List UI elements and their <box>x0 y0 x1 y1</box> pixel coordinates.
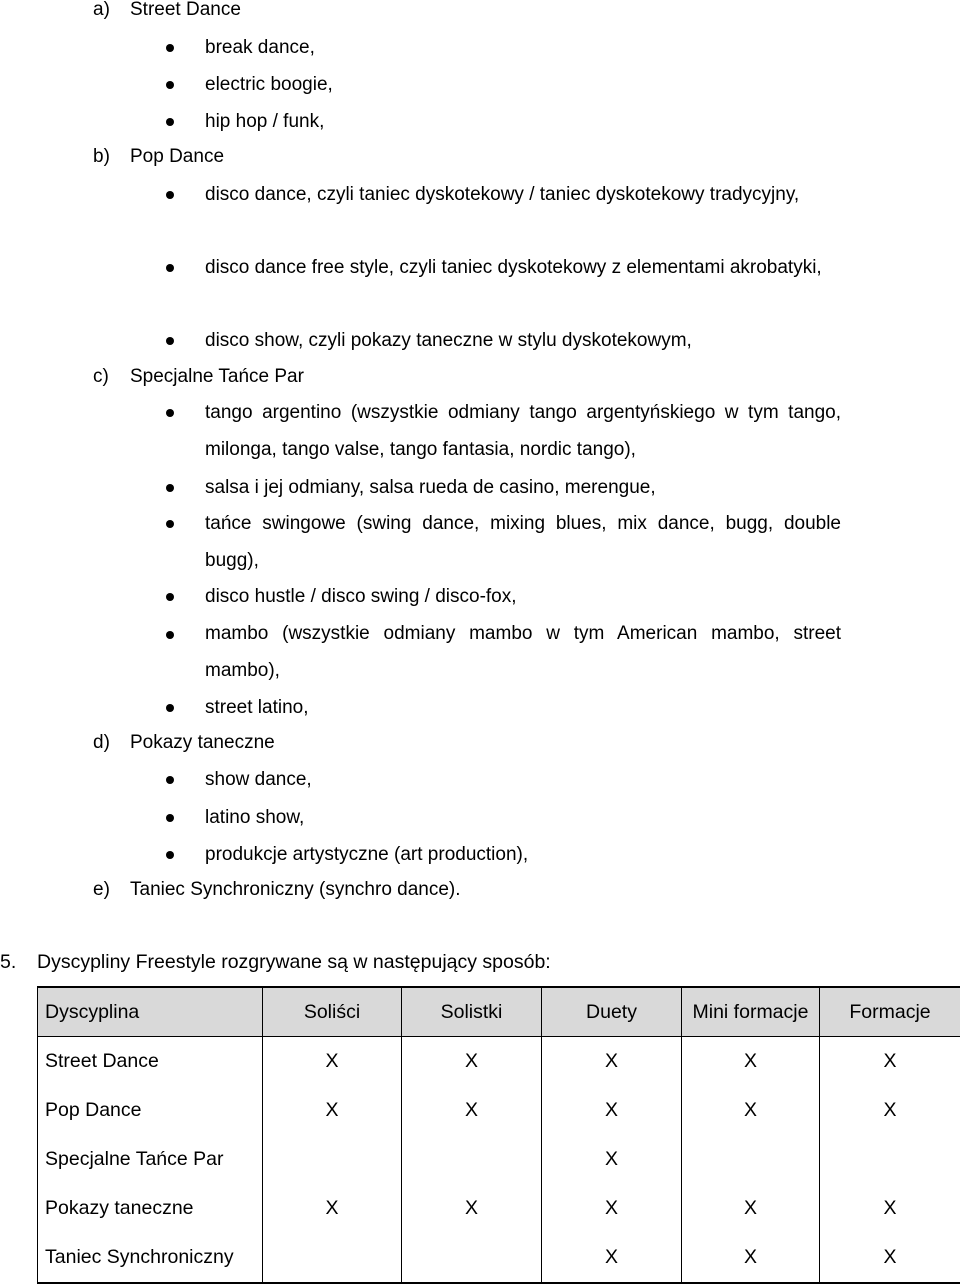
table-cell: Pokazy taneczne <box>38 1184 263 1233</box>
list-item: break dance, <box>205 30 315 67</box>
table-header-row <box>38 987 960 1037</box>
section-b-heading <box>93 145 224 169</box>
bullet-icon <box>166 44 174 52</box>
header-cell: Dyscyplina <box>38 987 263 1037</box>
list-item: tango argentino (wszystkie odmiany tango argentyńskiego w tym tango, milonga, tango valse, tango fantasia, nordic tango), <box>205 395 841 468</box>
table-cell: X <box>263 1037 402 1087</box>
list-item: hip hop / funk, <box>205 104 324 141</box>
table-row <box>38 1135 960 1184</box>
section-c-heading <box>93 365 304 389</box>
bullet-icon <box>166 814 174 822</box>
header-cell: Mini formacje <box>682 987 820 1037</box>
table-cell: X <box>402 1184 542 1233</box>
header-cell: Duety <box>542 987 682 1037</box>
table-cell: X <box>682 1086 820 1135</box>
list-item: street latino, <box>205 690 309 727</box>
table-cell: Pop Dance <box>38 1086 263 1135</box>
list-item: show dance, <box>205 762 312 799</box>
disciplines-table <box>37 986 960 1284</box>
table-cell: X <box>263 1086 402 1135</box>
bullet-icon <box>166 520 174 528</box>
section-letter: d) <box>93 731 130 755</box>
bullet-icon <box>166 851 174 859</box>
table-cell <box>682 1135 820 1184</box>
list-item: tańce swingowe (swing dance, mixing blues, mix dance, bugg, double bugg), <box>205 506 841 579</box>
bullet-icon <box>166 409 174 417</box>
bullet-icon <box>166 704 174 712</box>
bullet-icon <box>166 593 174 601</box>
table-row <box>38 1037 960 1087</box>
section-title: Pop Dance <box>130 146 224 167</box>
list-item: disco dance free style, czyli taniec dyskotekowy z elementami akrobatyki, <box>205 250 841 287</box>
section-e-heading <box>93 878 461 902</box>
section-letter: b) <box>93 145 130 169</box>
table-cell <box>820 1135 960 1184</box>
table-cell: X <box>820 1086 960 1135</box>
bullet-icon <box>166 264 174 272</box>
section-a-heading <box>93 0 241 22</box>
table-cell: X <box>542 1135 682 1184</box>
section-title: Specjalne Tańce Par <box>130 366 304 387</box>
table-cell: X <box>682 1184 820 1233</box>
section-title: Pokazy taneczne <box>130 732 275 753</box>
table-cell: X <box>263 1184 402 1233</box>
header-cell: Soliści <box>263 987 402 1037</box>
header-cell: Formacje <box>820 987 960 1037</box>
bullet-icon <box>166 118 174 126</box>
header-cell: Solistki <box>402 987 542 1037</box>
point-text: Dyscypliny Freestyle rozgrywane są w następujący sposób: <box>37 951 551 973</box>
table-cell: X <box>820 1233 960 1283</box>
list-item: latino show, <box>205 800 304 837</box>
table-cell: Street Dance <box>38 1037 263 1087</box>
list-item: disco show, czyli pokazy taneczne w stylu dyskotekowym, <box>205 323 692 360</box>
list-item: salsa i jej odmiany, salsa rueda de casino, merengue, <box>205 470 656 507</box>
table-row <box>38 1086 960 1135</box>
bullet-icon <box>166 776 174 784</box>
section-title: Taniec Synchroniczny (synchro dance). <box>130 879 461 900</box>
table-row <box>38 1184 960 1233</box>
table-cell: X <box>402 1086 542 1135</box>
table-cell <box>402 1233 542 1283</box>
list-item: produkcje artystyczne (art production), <box>205 837 528 874</box>
list-item: electric boogie, <box>205 67 333 104</box>
table-cell <box>263 1135 402 1184</box>
table-cell: X <box>542 1086 682 1135</box>
table-cell: X <box>682 1037 820 1087</box>
table-cell: X <box>820 1184 960 1233</box>
point-5-heading <box>0 950 551 974</box>
table-cell: X <box>682 1233 820 1283</box>
table-cell: Specjalne Tańce Par <box>38 1135 263 1184</box>
table-cell: X <box>542 1037 682 1087</box>
table-cell: X <box>820 1037 960 1087</box>
table-cell <box>263 1233 402 1283</box>
table-cell <box>402 1135 542 1184</box>
table-cell: X <box>542 1184 682 1233</box>
section-d-heading <box>93 731 275 755</box>
list-item: mambo (wszystkie odmiany mambo w tym American mambo, street mambo), <box>205 616 841 689</box>
section-letter: c) <box>93 365 130 389</box>
bullet-icon <box>166 81 174 89</box>
bullet-icon <box>166 337 174 345</box>
section-letter: e) <box>93 878 130 902</box>
point-number: 5. <box>0 950 37 974</box>
list-item: disco hustle / disco swing / disco-fox, <box>205 579 517 616</box>
list-item: disco dance, czyli taniec dyskotekowy / taniec dyskotekowy tradycyjny, <box>205 177 841 214</box>
bullet-icon <box>166 631 174 639</box>
table-cell: X <box>402 1037 542 1087</box>
table-cell: X <box>542 1233 682 1283</box>
table-cell: Taniec Synchroniczny <box>38 1233 263 1283</box>
bullet-icon <box>166 191 174 199</box>
section-title: Street Dance <box>130 0 241 20</box>
table-row <box>38 1233 960 1283</box>
bullet-icon <box>166 484 174 492</box>
section-letter: a) <box>93 0 130 22</box>
